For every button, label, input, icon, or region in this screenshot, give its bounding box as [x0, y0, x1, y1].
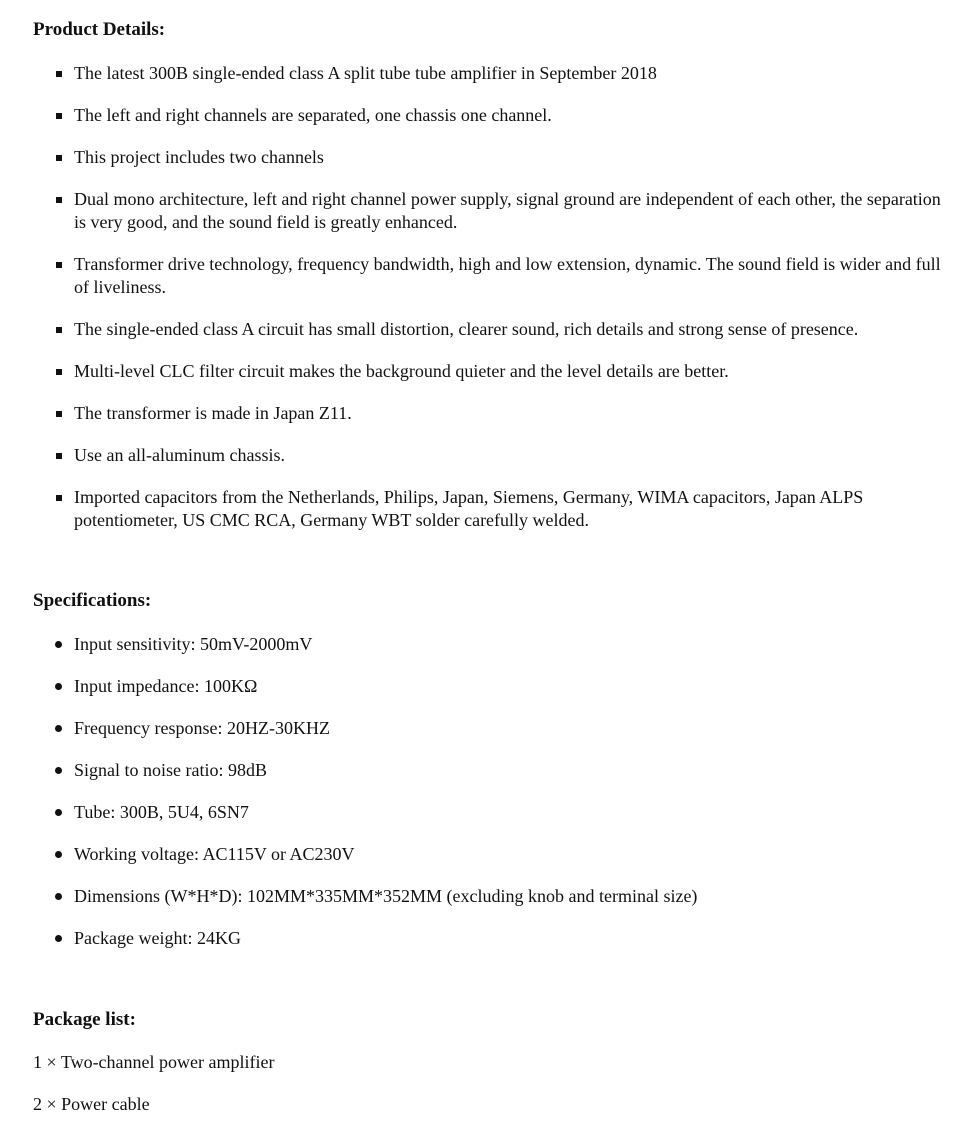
list-item: The single-ended class A circuit has small distortion, clearer sound, rich details and strong sense of presence.: [0, 318, 960, 341]
list-item: Working voltage: AC115V or AC230V: [0, 843, 960, 866]
specifications-list: [0, 633, 960, 969]
list-item: Imported capacitors from the Netherlands, Philips, Japan, Siemens, Germany, WIMA capacitors, Japan ALPS potentiometer, US CMC RCA, Germany WBT solder carefully welded.: [0, 486, 960, 532]
package-item: 2 × Power cable: [33, 1094, 150, 1114]
product-details-heading: Product Details:: [33, 19, 166, 40]
list-item: The left and right channels are separated, one chassis one channel.: [0, 104, 960, 127]
list-item: The latest 300B single-ended class A split tube tube amplifier in September 2018: [0, 62, 960, 85]
list-item: Transformer drive technology, frequency bandwidth, high and low extension, dynamic. The sound field is wider and full of liveliness.: [0, 253, 960, 299]
specifications-heading: Specifications:: [33, 590, 152, 611]
list-item: This project includes two channels: [0, 146, 960, 169]
product-details-list: [0, 62, 960, 551]
package-item: 1 × Two-channel power amplifier: [33, 1052, 275, 1072]
list-item: Package weight: 24KG: [0, 927, 960, 950]
list-item: Tube: 300B, 5U4, 6SN7: [0, 801, 960, 824]
list-item: Dual mono architecture, left and right channel power supply, signal ground are independent of each other, the separation is very good, and the sound field is greatly enhanced.: [0, 188, 960, 234]
list-item: Multi-level CLC filter circuit makes the background quieter and the level details are better.: [0, 360, 960, 383]
list-item: The transformer is made in Japan Z11.: [0, 402, 960, 425]
list-item: Dimensions (W*H*D): 102MM*335MM*352MM (excluding knob and terminal size): [0, 885, 960, 908]
list-item: Signal to noise ratio: 98dB: [0, 759, 960, 782]
list-item: Use an all-aluminum chassis.: [0, 444, 960, 467]
list-item: Input impedance: 100KΩ: [0, 675, 960, 698]
package-list-heading: Package list:: [33, 1009, 136, 1030]
list-item: Frequency response: 20HZ-30KHZ: [0, 717, 960, 740]
list-item: Input sensitivity: 50mV-2000mV: [0, 633, 960, 656]
